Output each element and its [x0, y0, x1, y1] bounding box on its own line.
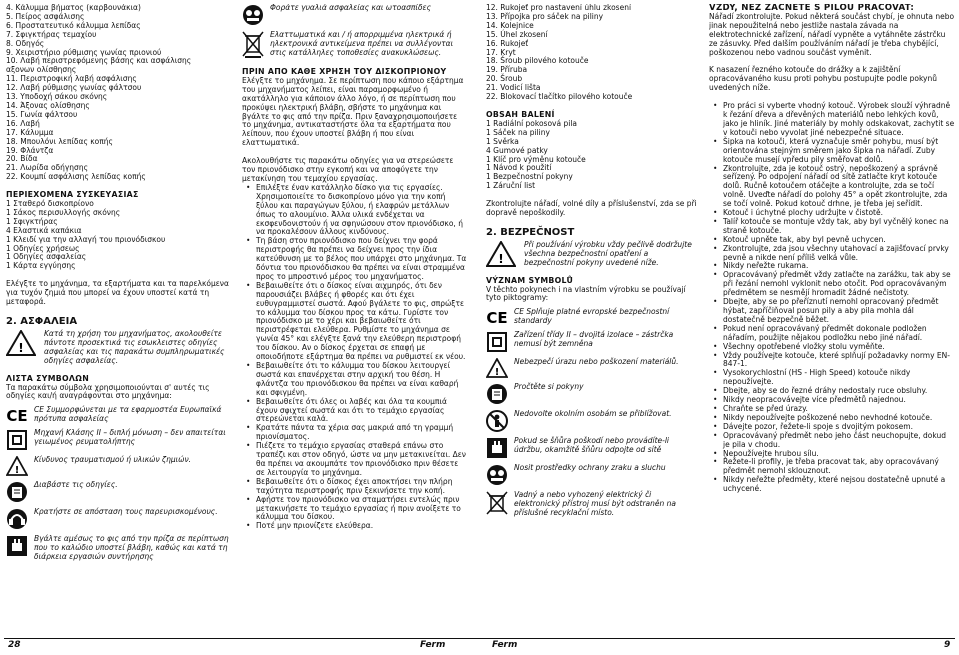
symbol-text: Vadný a nebo vyhozený elektrický či elektronický přístroj musí být odstraněn na příslušné recyklační místo. — [514, 490, 677, 518]
parts-list-item: 11. Περιστροφική λαβή ασφάλισης — [6, 74, 137, 84]
package-item: 1 Záruční list — [486, 181, 536, 191]
manual-icon — [6, 481, 28, 503]
parts-list-item: 17. Kryt — [486, 47, 516, 57]
symbol-text: Κρατήστε σε απόσταση τους παρευρισκομένους. — [34, 507, 218, 517]
brand-left: Ferm — [420, 640, 446, 650]
symbol-row — [486, 464, 698, 486]
symbols-intro: Τα παρακάτω σύμβολα χρησιμοποιούνται σ' αυτές τις οδηγίες και/ή αναγράφονται στο μηχάνημα: — [6, 382, 210, 401]
symbol-text: Pokud se šňůra poškodí nebo provádíte-li údržbu, okamžitě šňůru odpojte od sítě — [514, 436, 669, 455]
bullet-item: • Dbejte, aby se po přeříznutí nemohl opracovaný předmět hýbat, zapříčiňoval posun pily a aby pila mohla dál dostatečně bezpečně běžet. — [709, 298, 955, 325]
goggles-row — [242, 4, 468, 26]
before-work-heading: VŽDY, NEŽ ZAČNETE S PILOU PRACOVAT: — [709, 4, 915, 13]
safety-warning-block — [6, 330, 231, 366]
before-work-intro: Nářadí zkontrolujte. Pokud některá součást chybí, je ohnuta nebo jinak nepoužitelná nebo jestliže nastala závada na elektrotechnické zařízení, nářadí vypněte a vytáhněte zástrčku ze zásuvky. Před dalším používáním nářadí je třeba chybějící, poškozenou nebo vadnou součást vyměnit. — [709, 11, 955, 57]
bullet-item: • Opracovávaný předmět nebo jeho část neuchopujte, dokud je pila v chodu. — [709, 432, 955, 450]
bystanders-icon — [486, 410, 508, 432]
safety-bullets — [242, 184, 468, 531]
parts-list-item: 12. Rukojeť pro nastavení úhlu zkosení — [486, 4, 632, 12]
warning-icon — [6, 330, 36, 356]
symbols-list-cz — [486, 308, 698, 518]
parts-list-item: 15. Γωνία φάλτσου — [6, 109, 78, 119]
parts-list-item: 13. Υποδοχή σάκου σκόνης — [6, 92, 108, 102]
bullet-item: • Kotouč upněte tak, aby byl pevně uchycen. — [709, 236, 955, 245]
parts-list-item: 7. Σφιγκτήρας τεμαχίου — [6, 29, 97, 39]
symbol-row — [486, 358, 698, 378]
warning-icon — [486, 241, 516, 267]
package-item: 1 Bezpečnostní pokyny — [486, 172, 573, 182]
footer-rule — [4, 638, 955, 639]
bullet-item: • Všechny opotřebené vložky stolu vyměňte. — [709, 343, 955, 352]
package-item: 1 Κάρτα εγγύησης — [6, 261, 76, 271]
package-item: 1 Οδηγίες χρήσεως — [6, 243, 80, 253]
symbol-text: Κίνδυνος τραυματισμού ή υλικών ζημιών. — [34, 455, 192, 465]
parts-list-item: 21. Vodicí lišta — [486, 83, 541, 93]
parts-list — [6, 4, 231, 182]
bullet-item: • Αφήστε τον πριονόδισκο να σταματήσει εντελώς πριν μετακινήσετε το τεμάχιο εργασίας ή πριν ανοίξετε το κάλυμμα του δίσκου. — [242, 496, 468, 523]
bullet-item: • Nikdy neopracovávejte více předmětů najednou. — [709, 396, 955, 405]
parts-list-item: 19. Φλάντζα — [6, 145, 54, 155]
symbol-text: CE Συμμορφώνεται με τα εφαρμοστέα Ευρωπαϊκά πρότυπα ασφαλείας — [34, 405, 222, 424]
ce-mark-icon — [486, 308, 508, 326]
parts-list-item: 21. Λωρίδα οδήγησης — [6, 163, 88, 173]
safety-warning-block-cz — [486, 241, 698, 268]
before-use-heading: ΠΡΙΝ ΑΠΟ ΚΑΘΕ ΧΡΗΣΗ ΤΟΥ ΔΙΣΚΟΠΡΙΟΝΟΥ — [242, 67, 447, 76]
bullet-item: • Βεβαιωθείτε ότι ο δίσκος είναι αιχμηρός, ότι δεν παρουσιάζει βλάβες ή φθορές και ότι έχει ευθυγραμμιστεί σωστά. Αφού βγάλετε το φις, σπρώξτε το κάλυμμα του δίσκου προς τα κάτω. Γυρίστε τον πριονόδισκο με το χέρι και βεβαιωθείτε ότι περιστρέφεται ελεύθερα. Ρυθμίστε το μηχάνημα σε γωνία 45° και ελέγξτε ξανά την ελεύθερη περιστροφή του δίσκου. Αν ο δίσκος έρχεται σε επαφή με οποιοδήποτε εξάρτημα θα πρέπει να ρυθμιστεί εκ νέου. — [242, 282, 468, 362]
check-text-cz: Zkontrolujte nářadí, volné díly a příslušenství, zda se při dopravě nepoškodily. — [486, 199, 697, 218]
symbol-text: Nebezpečí úrazu nebo poškození materiálů. — [514, 357, 679, 367]
column-greek-right — [242, 4, 468, 531]
symbol-row — [6, 481, 231, 503]
follow-text: Ακολουθήστε τις παρακάτω οδηγίες για να στερεώσετε τον πριονόδισκο στην εγκοπή και να αποφύγετε την μετακίνηση του τεμαχίου εργασίας. — [242, 156, 454, 183]
parts-list-item: 12. Λαβή ρύθμισης γωνίας φάλτσου — [6, 83, 142, 93]
bullet-item: • Zkontrolujte, zda je kotouč ostrý, nepoškozený a správně seřízený. Po odpojení nářadí od sítě zatlačte kryt kotouče dolů. Ručně kotoučem otáčejte a kontrolujte, zda se točí volně. Uveďte nářadí do polohy 45° a opět zkontrolujte, zda se točí volně. Pokud kotouč drhne, je třeba jej seřídit. — [709, 165, 955, 210]
bullet-item: • Šipka na kotouči, která vyznačuje směr pohybu, musí být orientována stejným směrem jako šipka na nářadí. Zuby kotouče musejí vpředu pily směřovat dolů. — [709, 138, 955, 165]
parts-list-item: 17. Κάλυμμα — [6, 127, 54, 137]
symbol-row — [6, 429, 231, 451]
parts-list-item: 16. Rukojeť — [486, 38, 529, 48]
goggles-text: Φοράτε γυαλιά ασφαλείας και ωτοασπίδες — [270, 4, 431, 12]
bullet-item: • Βεβαιωθείτε ότι το κάλυμμα του δίσκου λειτουργεί σωστά και επανέρχεται στην αρχική του θέση. Η φλάντζα του πριονόδισκου θα πρέπει να είναι καθαρή και σφιγμένη. — [242, 362, 468, 398]
bullet-item: • Řežete-li profily, je třeba pracovat tak, aby opracovávaný předmět nemohl sklouznout. — [709, 458, 955, 476]
package-item: 1 Sáček na piliny — [486, 127, 550, 137]
bullet-item: • Βεβαιωθείτε ότι όλες οι λαβές και όλα τα κουμπιά έχουν σφιχτεί σωστά και ότι το τεμάχιο εργασίας στερεώνεται καλά. — [242, 398, 468, 425]
symbols-list — [6, 406, 231, 562]
parts-list-item: 14. Kolejnice — [486, 20, 534, 30]
bullet-item: • Nikdy nepoužívejte poškozené nebo nevhodné kotouče. — [709, 414, 955, 423]
symbol-row — [486, 383, 698, 405]
package-item: 1 Svěrka — [486, 136, 519, 146]
svg-text:!: ! — [14, 465, 20, 477]
bullet-item: • Talíř kotouče se montuje vždy tak, aby byl vyčnělý konec na straně kotouče. — [709, 218, 955, 236]
package-item: 1 Σφιγκτήρας — [6, 216, 58, 226]
safety-heading-cz: 2. BEZPEČNOST — [486, 226, 575, 238]
safety-warning-text-cz: Při používání výrobku vždy pečlivě dodržujte všechna bezpečnostní opatření a bezpečnostní pokyny uvedené níže. — [524, 239, 692, 267]
parts-list-item: 5. Πείρος ασφάλισης — [6, 11, 85, 21]
before-work-intro2: K nasazení řezného kotouče do drážky a k zajištění opracovávaného kusu proti pohybu postupujte podle pokynů uvedených níže. — [709, 65, 937, 93]
weee-text: Ελαττωματικά και / ή απορριμμένα ηλεκτρικά ή ηλεκτρονικά αντικείμενα πρέπει να συλλέγονται στις κατάλληλες τοποθεσίες ανακυκλώσεως. — [270, 30, 454, 57]
symbol-text: Βγάλτε αμέσως το φις από την πρίζα σε περίπτωση που το καλώδιο υποστεί βλάβη, καθώς και κατά τη διάρκεια εργασιών συντήρησης — [34, 534, 229, 562]
package-item: 1 Σάκος περισυλλογής σκόνης — [6, 207, 121, 217]
bullet-item: • Ποτέ μην πριονίζετε ελεύθερα. — [242, 522, 468, 531]
page-number-left: 28 — [8, 640, 21, 650]
package-item: 1 Radiální pokosová pila — [486, 118, 577, 128]
parts-list-item: 15. Úhel zkosení — [486, 29, 548, 39]
contents-heading: ΠΕΡΙΕΧΟΜΕΝΑ ΣΥΣΚΕΥΑΣΙΑΣ — [6, 190, 139, 200]
weee-row — [242, 31, 468, 59]
svg-text:!: ! — [498, 251, 504, 266]
parts-list-item: 6. Προστατευτικό κάλυμμα λεπίδας — [6, 20, 141, 30]
parts-list-item: 9. Χειριστήριο ρύθμισης γωνίας πριονιού — [6, 47, 162, 57]
symbol-row — [486, 437, 698, 459]
column-czech-right — [709, 4, 955, 494]
safety-bullets-cz — [709, 102, 955, 494]
bullet-item: • Τη βάση στον πριονόδισκο που δείχνει την φορά περιστροφής θα πρέπει να δείχνει προς την ίδια κατεύθυνση με το βέλος που υπάρχει στο μηχάνημα. Τα δόντια του πριονόδισκου θα πρέπει να είναι στραμμένα προς το μπροστινό μέρος του μηχανήματος. — [242, 237, 468, 282]
bullet-item: • Pokud není opracovávaný předmět dokonale podložen nářadím, použijte nějakou podložku nebo jiné nářadí. — [709, 325, 955, 343]
ce-mark-icon — [6, 406, 28, 424]
parts-list-item: 20. Šroub — [486, 74, 523, 84]
package-item: 1 Σταθερό δισκοπρίονο — [6, 199, 94, 209]
svg-text:!: ! — [494, 367, 500, 379]
column-czech-left — [486, 4, 698, 518]
parts-list-item: 18. Šroub pilového kotouče — [486, 56, 589, 66]
plug-icon — [6, 535, 28, 562]
parts-list-cz — [486, 4, 698, 102]
symbol-text: Zařízení třídy II – dvojitá izolace – zástrčka nemusí být zemněna — [514, 330, 674, 349]
symbols-heading: ΛΙΣΤΑ ΣΥΜΒΟΛΩΝ — [6, 373, 90, 383]
parts-list-item: 10. Λαβή περιστρεφόμενης βάσης και ασφάλισης — [6, 56, 192, 66]
bullet-item: • Kotouč i úchytné plochy udržujte v čistotě. — [709, 209, 955, 218]
bullet-item: • Nepoužívejte hrubou sílu. — [709, 450, 955, 459]
bullet-item: • Επιλέξτε έναν κατάλληλο δίσκο για τις εργασίες. Χρησιμοποιείτε το δισκοπρίονο μόνο για την κοπή ξύλου και παραγώγων ξύλου, ή ελαφρών μετάλλων όπως το αλουμίνιο. Άλλα υλικά ενδέχεται να εκσφενδονιστούν ή να σφηνώσουν στον πριονόδισκο, ή να προκαλέσουν άλλους κινδύνους. — [242, 184, 468, 237]
bullet-item: • Nikdy neřežte předměty, které nejsou dostatečně upnuté a uchycené. — [709, 476, 955, 494]
bullet-item: • Pro práci si vyberte vhodný kotouč. Výrobek slouží výhradně k řezání dřeva a dřevěných materiálů nebo lehkých kovů, jako je hliník. Jiné materiály by mohly odskakovat, zachytit se v kotouči nebo vyvolat jiné nebezpečné situace. — [709, 102, 955, 138]
symbol-row — [486, 491, 698, 518]
package-item: 4 Gumové patky — [486, 145, 548, 155]
bullet-item: • Zkontrolujte, zda jsou všechny utahovací a zajišťovací prvky pevně a nikde není příliš velká vůle. — [709, 245, 955, 263]
package-list-cz — [486, 120, 698, 191]
symbol-text: Pročtěte si pokyny — [514, 382, 584, 392]
svg-text:CE: CE — [6, 407, 28, 425]
warning-icon — [6, 456, 28, 476]
parts-list-item: 4. Κάλυμμα βήματος (καρβουνάκια) — [6, 4, 141, 12]
package-item: 1 Návod k použití — [486, 163, 552, 173]
parts-list-item: 13. Přípojka pro sáček na piliny — [486, 11, 604, 21]
brand-right: Ferm — [492, 640, 518, 650]
symbol-row — [486, 308, 698, 326]
class-ii-icon — [6, 429, 28, 451]
bullet-item: • Βεβαιωθείτε ότι ο δίσκος έχει αποκτήσει την πλήρη ταχύτητα περιστροφής πριν ξεκινήσετε την κοπή. — [242, 478, 468, 496]
package-item: 1 Κλειδί για την αλλαγή του πριονόδισκου — [6, 234, 166, 244]
bullet-item: • Vysokorychlostní (HS - High Speed) kotouče nikdy nepoužívejte. — [709, 369, 955, 387]
parts-list-item: 8. Οδηγός — [6, 38, 45, 48]
safety-heading: 2. ΑΣΦΑΛΕΙΑ — [6, 316, 78, 327]
parts-list-item: 14. Άξονας ολίσθησης — [6, 100, 90, 110]
bullet-item: • Dbejte, aby se do řezné dráhy nedostaly ruce obsluhy. — [709, 387, 955, 396]
package-heading: OBSAH BALENÍ — [486, 109, 555, 119]
manual-icon — [486, 383, 508, 405]
package-contents-list — [6, 200, 231, 271]
goggles-icon — [242, 4, 264, 26]
package-item: 1 Klíč pro výměnu kotouče — [486, 154, 586, 164]
plug-icon — [486, 437, 508, 459]
bullet-item: • Opracovávaný předmět vždy zatlačte na zarážku, tak aby se při řezání nemohl vyklonit nebo otočit. Pod opracovávaným předmětem se nesmějí hromadit žádné nečistoty. — [709, 271, 955, 298]
weee-icon — [242, 31, 264, 59]
symbol-text: Μηχανή Κλάσης ΙΙ – διπλή μόνωση – δεν απαιτείται γειωμένος ρευματολήπτης — [34, 428, 226, 447]
parts-list-item: 16. Λαβή — [6, 118, 40, 128]
symbol-text: Διαβάστε τις οδηγίες. — [34, 480, 118, 490]
symbol-text: Nosit prostředky ochrany zraku a sluchu — [514, 463, 666, 473]
goggles-icon — [486, 464, 508, 486]
bullet-item: • Chraňte se před úrazy. — [709, 405, 955, 414]
symbols-intro-cz: V těchto pokynech i na vlastním výrobku se používají tyto piktogramy: — [486, 284, 686, 303]
symbols-heading-cz: VÝZNAM SYMBOLŮ — [486, 275, 574, 285]
symbol-row — [6, 535, 231, 562]
ear-protection-icon — [6, 508, 28, 530]
svg-text:!: ! — [18, 341, 24, 355]
bullet-item: • Nikdy neřežte rukama. — [709, 262, 955, 271]
symbol-row — [486, 331, 698, 353]
parts-list-item: 20. Βίδα — [6, 154, 38, 164]
parts-list-item: 19. Příruba — [486, 65, 528, 75]
column-greek-left — [6, 4, 231, 562]
package-item: 4 Ελαστικά καπάκια — [6, 225, 82, 235]
symbol-row — [6, 456, 231, 476]
symbol-row — [6, 406, 231, 424]
safety-warning-text: Κατά τη χρήση του μηχανήματος, ακολουθείτε πάντοτε προσεκτικά τις εσωκλειστες οδηγίες ασφαλείας και τις παρακάτω συμπληρωματικές οδηγίες ασφαλείας. — [44, 329, 225, 365]
bullet-item: • Πιέζετε το τεμάχιο εργασίας σταθερά επάνω στο τραπέζι και στον οδηγό, ώστε να μην μετακινείται. Δεν θα πρέπει να ακουμπάτε τον πριονόδισκο πριν θέσετε σε λειτουργία το μηχάνημα. — [242, 442, 468, 478]
symbol-row — [486, 410, 698, 432]
parts-list-item: 18. Μπουλόνι λεπίδας κοπής — [6, 136, 113, 146]
parts-list-item: 22. Κουμπί ασφάλισης λεπίδας κοπής — [6, 172, 146, 182]
parts-list-item: 22. Blokovací tlačítko pilového kotouče — [486, 92, 633, 102]
weee-icon — [486, 491, 508, 518]
bullet-item: • Κρατάτε πάντα τα χέρια σας μακριά από τη γραμμή πριονίσματος. — [242, 424, 468, 442]
page-number-right: 9 — [944, 640, 951, 650]
check-text: Ελέγξτε το μηχάνημα, τα εξαρτήματα και τα παρελκόμενα για τυχόν ζημιά που μπορεί να έχουν υποστεί κατά τη μεταφορά. — [6, 279, 229, 307]
warning-icon — [486, 358, 508, 378]
symbol-text: CE Splňuje platné evropské bezpečnostní standardy — [514, 307, 670, 326]
bullet-item: • Vždy používejte kotouče, které splňují požadavky normy EN-847-1. — [709, 352, 955, 370]
svg-text:CE: CE — [486, 309, 508, 327]
symbol-row — [6, 508, 231, 530]
parts-list-item: αξονων ολίσθησης — [6, 65, 77, 75]
package-item: 1 Οδηγίες ασφαλείας — [6, 252, 87, 262]
bullet-item: • Dávejte pozor, řežete-li spoje s dvojitým pokosem. — [709, 423, 955, 432]
symbol-text: Nedovolte okolním osobám se přiblížovat. — [514, 409, 672, 419]
class-ii-icon — [486, 331, 508, 353]
before-use-text: Ελέγξτε το μηχάνημα. Σε περίπτωση που κάποιο εξάρτημα του μηχανήματος λείπει, είναι παραμορφωμένο ή ακατάλληλο για κάποιον άλλο λόγο, ή σε περίπτωση που προκύψει ηλεκτρική βλάβη, σβήστε το μηχάνημα και βγάλτε το φις από την πρίζα. Πριν ξαναχρησιμοποιήσετε το μηχάνημα, αντικαταστήστε όλα τα εξαρτήματα που λείπουν, που έχουν υποστεί βλάβη ή που είναι ελαττωματικά. — [242, 75, 464, 148]
